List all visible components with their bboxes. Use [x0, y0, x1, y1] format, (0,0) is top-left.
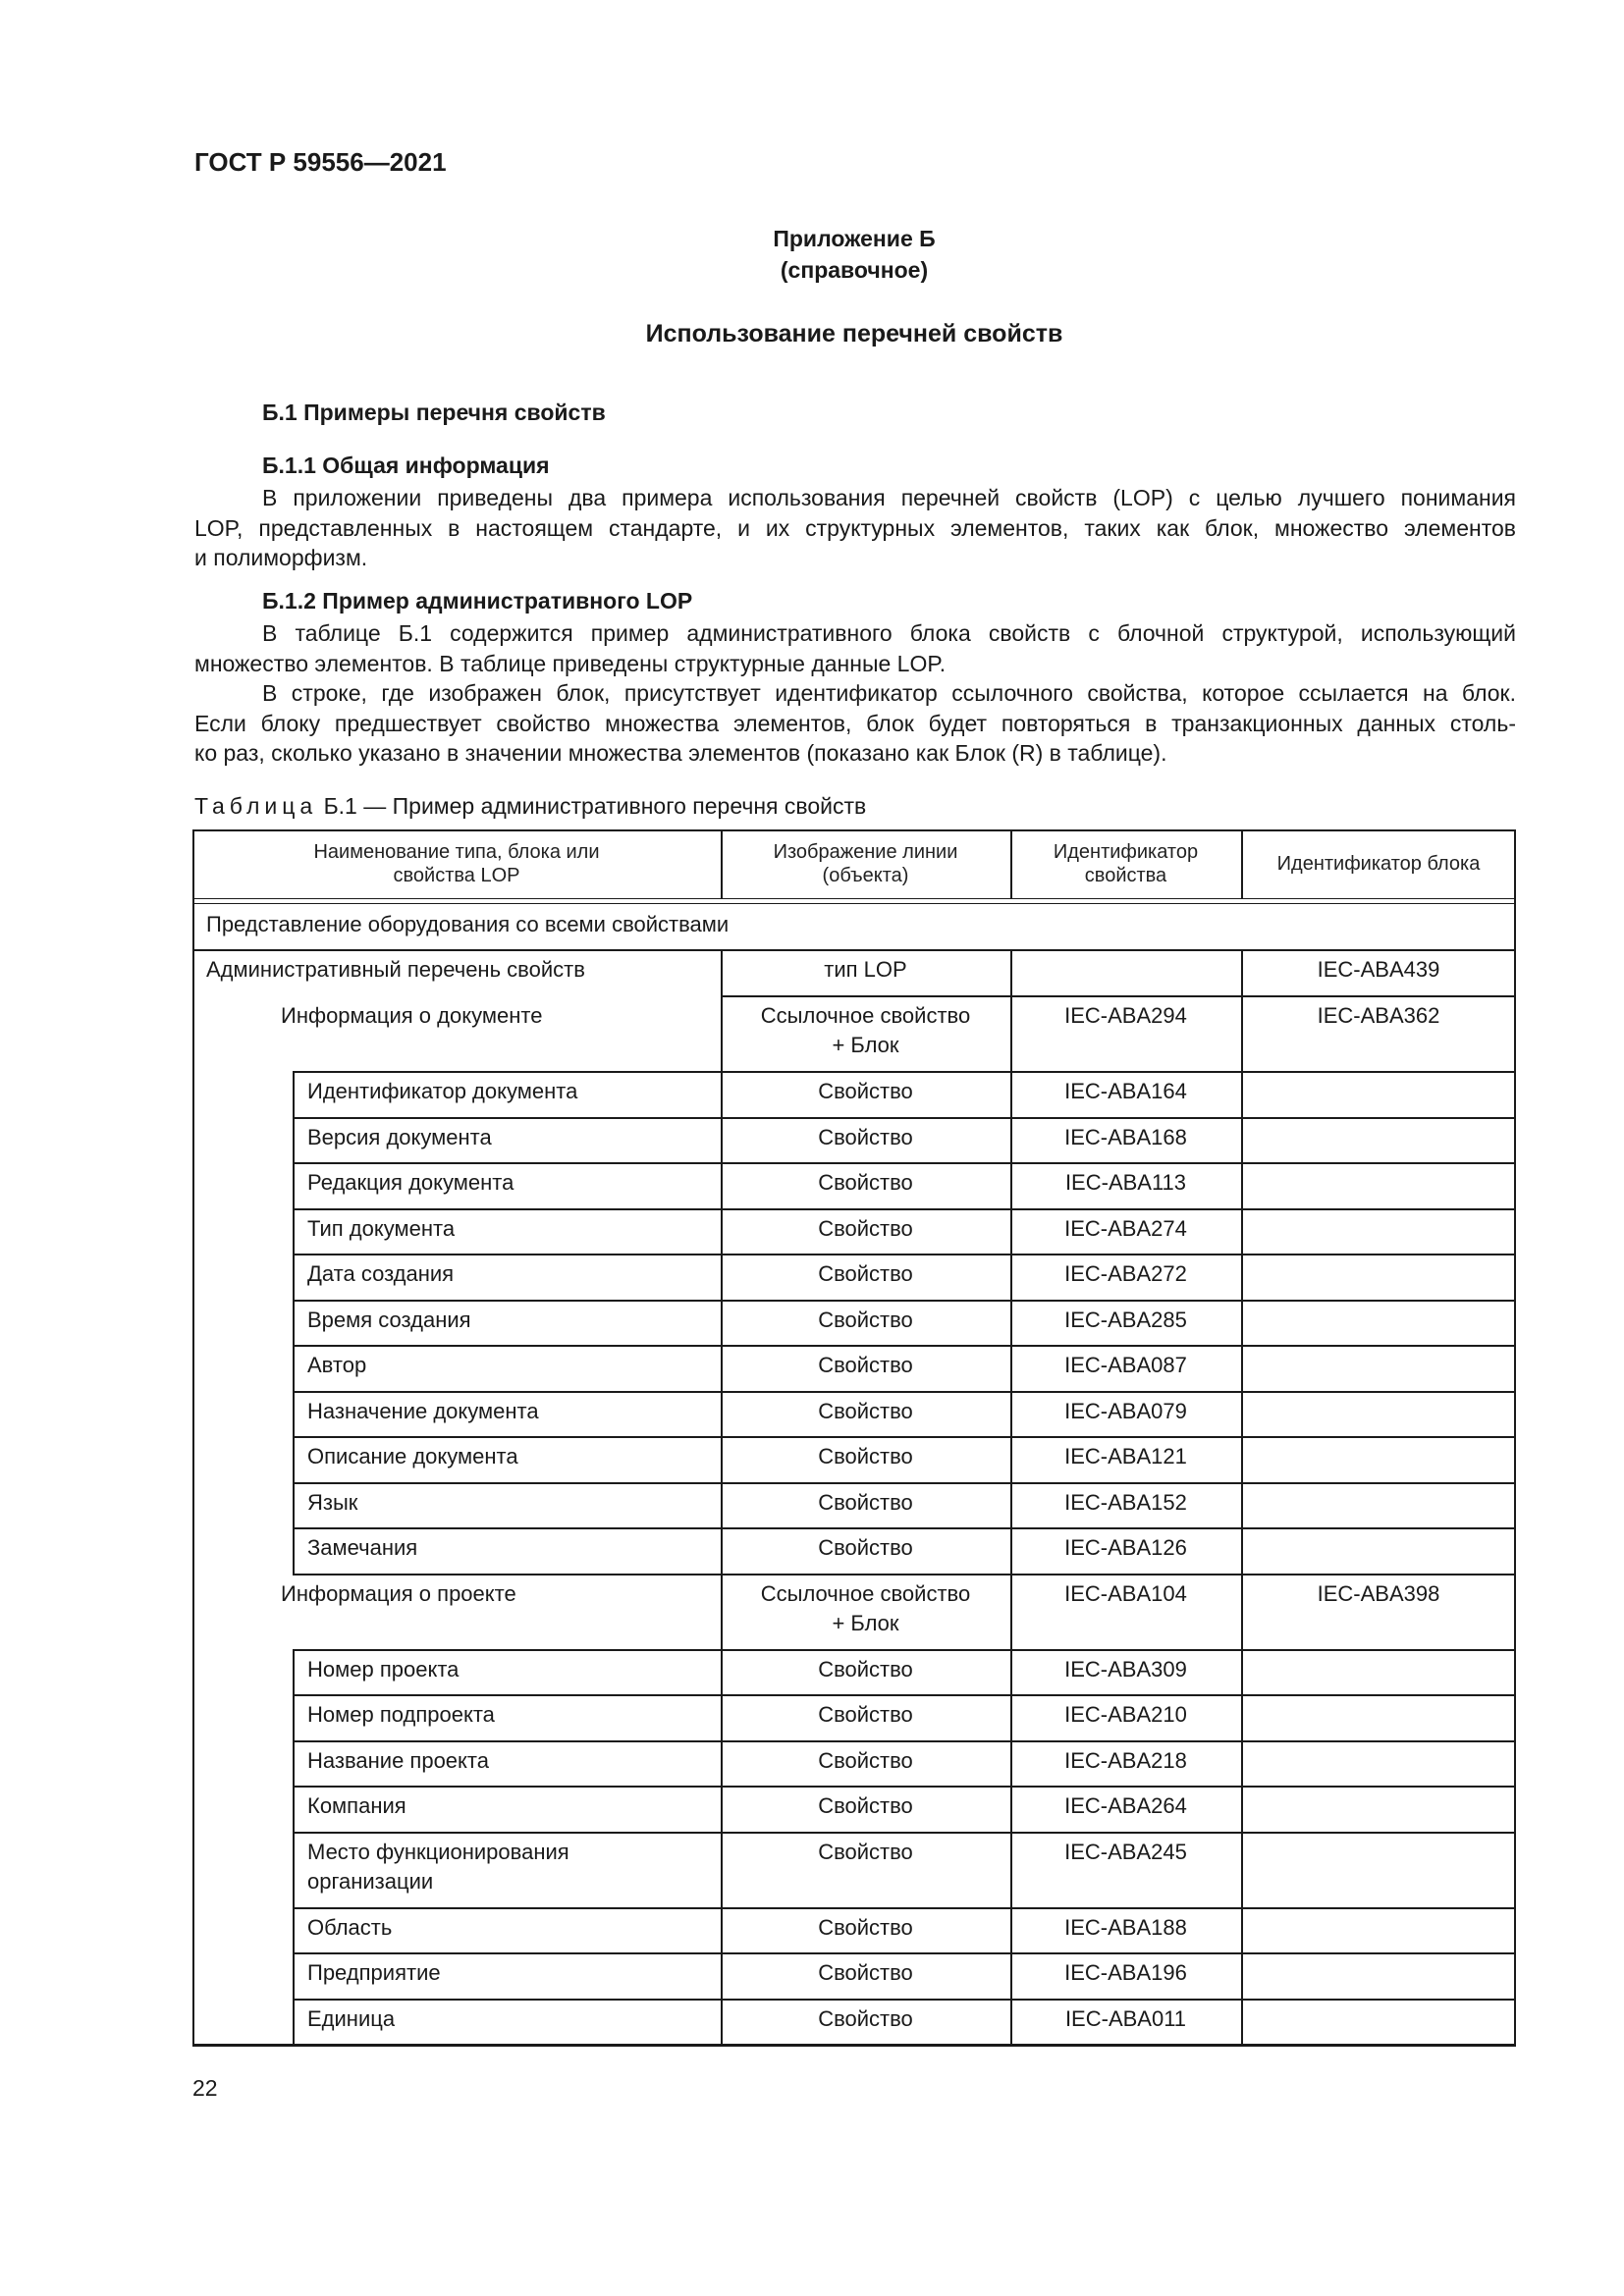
column-divider	[1010, 949, 1012, 995]
row-divider	[293, 1208, 1516, 1210]
column-divider	[1241, 1117, 1243, 1163]
line-type-text: Ссылочное свойство	[760, 1580, 971, 1606]
text-line: ко раз, сколько указано в значении множества элементов (показано как Блок (R) в таблице).	[194, 740, 1167, 766]
property-name	[307, 1838, 569, 1896]
property-name	[307, 1306, 471, 1335]
column-divider	[1241, 1907, 1243, 1953]
column-divider	[1241, 1208, 1243, 1255]
property-name	[281, 1001, 542, 1031]
line-type	[721, 1077, 1010, 1106]
row-divider	[293, 1345, 1516, 1347]
column-divider	[1241, 949, 1243, 995]
property-name	[307, 1259, 454, 1289]
appendix-kind: (справочное)	[780, 257, 929, 283]
property-name	[307, 1655, 459, 1684]
paragraph-b11	[194, 483, 1516, 573]
property-name	[307, 1700, 495, 1730]
line-type	[721, 1397, 1010, 1426]
row-divider	[293, 1907, 1516, 1909]
nest-divider	[293, 1527, 295, 1574]
line-type	[721, 1488, 1010, 1518]
property-name-text: Автор	[307, 1353, 367, 1377]
nest-divider	[293, 1345, 295, 1391]
appendix-label: Приложение Б	[773, 226, 936, 251]
column-divider	[1010, 995, 1012, 1071]
column-divider	[1010, 1391, 1012, 1437]
nest-divider	[293, 1907, 295, 1953]
nest-divider	[293, 1786, 295, 1832]
column-divider	[1010, 1694, 1012, 1740]
property-id: IEC-ABA274	[1064, 1215, 1187, 1241]
text-line: В приложении приведены два примера использования перечней свойств (LOP) с целью лучшего понимания	[262, 485, 1516, 510]
section-heading-b11: Б.1.1 Общая информация	[262, 453, 550, 478]
line-type	[721, 1351, 1010, 1380]
column-divider	[721, 1162, 723, 1208]
column-divider	[1010, 829, 1012, 898]
line-type-text: Свойство	[818, 1079, 913, 1103]
column-divider	[721, 1482, 723, 1528]
nest-divider	[293, 1391, 295, 1437]
line-type-text: + Блок	[832, 1610, 899, 1635]
nest-divider	[293, 1832, 295, 1907]
line-type-text: Свойство	[818, 1215, 913, 1241]
property-name	[307, 2004, 395, 2034]
column-header-line: Изображение линии	[773, 841, 958, 863]
property-id: IEC-ABA294	[1064, 1003, 1187, 1028]
text-line: Если блоку предшествует свойство множества элементов, блок будет повторяться в транзакционных данных столь-	[194, 710, 1516, 736]
line-type-text: Свойство	[818, 1914, 913, 1940]
column-divider	[1241, 1071, 1243, 1117]
column-header-line: свойства	[1084, 865, 1167, 886]
column-header-line: Наименование типа, блока или	[313, 841, 600, 863]
property-name	[206, 955, 585, 985]
text-line: LOP, представленных в настоящем стандарте, и их структурных элементов, таких как блок, множество элементов	[194, 514, 1516, 541]
property-id: IEC-ABA272	[1064, 1261, 1187, 1286]
text-line: и полиморфизм.	[194, 545, 368, 570]
line-type	[721, 1791, 1010, 1821]
column-divider	[721, 1254, 723, 1300]
column-divider	[1010, 1208, 1012, 1255]
column-divider	[1010, 1952, 1012, 1999]
row-divider	[293, 1254, 1516, 1255]
column-divider	[721, 1740, 723, 1787]
column-divider	[721, 1300, 723, 1346]
column-header-line: Идентификатор	[1053, 841, 1199, 863]
line-type	[721, 1958, 1010, 1988]
nest-divider	[293, 1694, 295, 1740]
row-divider	[293, 1832, 1516, 1834]
nest-divider	[293, 1999, 295, 2045]
line-type	[721, 955, 1010, 985]
text-line: В таблице Б.1 содержится пример административного блока свойств с блочной структурой, использующий	[262, 620, 1516, 646]
property-name-text: Единица	[307, 2005, 396, 2031]
property-name-text: Версия документа	[307, 1124, 492, 1149]
property-name	[307, 1746, 489, 1776]
column-divider	[1241, 1162, 1243, 1208]
property-name	[307, 1351, 366, 1380]
column-divider	[721, 1574, 723, 1649]
property-name-text: Информация о проекте	[281, 1580, 516, 1606]
row-divider	[293, 1694, 1516, 1696]
row-divider	[293, 1527, 1516, 1529]
row-divider	[293, 1952, 1516, 1954]
line-type-text: Свойство	[818, 1124, 913, 1149]
property-name	[307, 1488, 357, 1518]
column-divider	[1241, 1482, 1243, 1528]
row-divider	[293, 1574, 1516, 1575]
property-name	[307, 1958, 441, 1988]
column-divider	[721, 1786, 723, 1832]
line-type	[721, 1168, 1010, 1198]
column-divider	[1010, 1907, 1012, 1953]
column-header	[1241, 829, 1516, 898]
column-divider	[1010, 1436, 1012, 1482]
column-divider	[1010, 1117, 1012, 1163]
property-name	[307, 1913, 392, 1943]
property-name-text: Компания	[307, 1793, 406, 1818]
section-heading-b1: Б.1 Примеры перечня свойств	[262, 400, 606, 425]
line-type	[721, 1838, 1010, 1867]
line-type-text: Свойство	[818, 1656, 913, 1682]
column-divider	[1010, 1162, 1012, 1208]
property-name	[307, 1123, 492, 1152]
section-row-label: Представление оборудования со всеми свойствами	[206, 912, 730, 936]
line-type	[721, 2004, 1010, 2034]
header-divider	[192, 898, 1516, 899]
block-id: IEC-ABA362	[1317, 1003, 1440, 1028]
property-name-text: Язык	[307, 1489, 358, 1515]
nest-divider	[293, 1952, 295, 1999]
row-divider	[192, 2044, 1516, 2046]
property-id: IEC-ABA079	[1064, 1398, 1187, 1423]
line-type	[721, 1579, 1010, 1638]
column-header	[721, 829, 1010, 898]
column-divider	[1241, 1999, 1243, 2045]
line-type	[721, 1001, 1010, 1060]
nest-divider	[293, 1482, 295, 1528]
property-name-text: Номер подпроекта	[307, 1702, 495, 1727]
column-divider	[721, 995, 723, 1071]
property-id: IEC-ABA104	[1064, 1580, 1187, 1606]
column-divider	[1010, 1071, 1012, 1117]
property-name-text: Номер проекта	[307, 1656, 460, 1682]
line-type-text: Свойство	[818, 1353, 913, 1377]
line-type-text: + Блок	[832, 1033, 899, 1057]
column-divider	[721, 1999, 723, 2045]
line-type-text: Свойство	[818, 1960, 913, 1985]
property-id: IEC-ABA210	[1064, 1702, 1187, 1727]
property-id: IEC-ABA087	[1064, 1353, 1187, 1377]
property-name-text: Информация о документе	[281, 1003, 543, 1028]
property-id: IEC-ABA121	[1064, 1444, 1187, 1468]
line-type-text: Свойство	[818, 1307, 913, 1332]
line-type-text: Свойство	[818, 1170, 913, 1195]
column-divider	[721, 1436, 723, 1482]
column-header-line: Идентификатор блока	[1276, 853, 1481, 875]
column-divider	[1241, 1300, 1243, 1346]
block-id: IEC-ABA398	[1317, 1580, 1440, 1606]
nest-divider	[293, 1162, 295, 1208]
line-type-text: Свойство	[818, 2005, 913, 2031]
column-divider	[1241, 1574, 1243, 1649]
column-divider	[1241, 1391, 1243, 1437]
column-divider	[1241, 1345, 1243, 1391]
row-divider	[293, 1482, 1516, 1484]
column-divider	[1010, 1740, 1012, 1787]
property-name-text: Назначение документа	[307, 1398, 539, 1423]
property-id: IEC-ABA285	[1064, 1307, 1187, 1332]
row-divider	[293, 1649, 1516, 1651]
column-divider	[721, 1832, 723, 1907]
line-type	[721, 1655, 1010, 1684]
column-divider	[1010, 1482, 1012, 1528]
nest-divider	[293, 1071, 295, 1117]
section-heading-b12: Б.1.2 Пример административного LOP	[262, 588, 693, 614]
nest-divider	[293, 1117, 295, 1163]
property-name-text: Дата создания	[307, 1261, 455, 1286]
property-id: IEC-ABA218	[1064, 1747, 1187, 1773]
line-type-text: Свойство	[818, 1793, 913, 1818]
nest-divider	[293, 1740, 295, 1787]
standard-id: ГОСТ Р 59556—2021	[194, 147, 447, 177]
row-divider	[293, 1117, 1516, 1119]
property-id: IEC-ABA264	[1064, 1793, 1187, 1818]
block-id: IEC-ABA439	[1317, 957, 1440, 982]
column-divider	[1010, 1649, 1012, 1695]
property-name	[307, 1077, 577, 1106]
property-name-text: Тип документа	[307, 1215, 456, 1241]
page-number: 22	[192, 2075, 218, 2101]
row-divider	[293, 1999, 1516, 2001]
nest-divider	[293, 1436, 295, 1482]
column-divider	[1241, 1832, 1243, 1907]
property-name	[307, 1442, 518, 1471]
nest-divider	[293, 1300, 295, 1346]
column-divider	[721, 1117, 723, 1163]
column-divider	[1010, 1999, 1012, 2045]
property-name	[307, 1168, 514, 1198]
row-divider	[293, 1300, 1516, 1302]
line-type	[721, 1700, 1010, 1730]
property-id: IEC-ABA245	[1064, 1839, 1187, 1864]
row-divider	[192, 949, 1516, 951]
line-type	[721, 1533, 1010, 1563]
line-type-text: Ссылочное свойство	[760, 1003, 971, 1028]
column-divider	[1241, 1740, 1243, 1787]
column-divider	[721, 949, 723, 995]
property-name-text: Замечания	[307, 1535, 418, 1560]
column-divider	[1241, 1527, 1243, 1574]
property-name-text: организации	[307, 1868, 434, 1894]
column-header-line: (объекта)	[822, 865, 909, 886]
property-name-text: Предприятие	[307, 1960, 441, 1985]
column-divider	[1241, 1786, 1243, 1832]
property-id: IEC-ABA168	[1064, 1124, 1187, 1149]
property-name-text: Редакция документа	[307, 1170, 514, 1195]
column-divider	[1010, 1300, 1012, 1346]
column-divider	[721, 1208, 723, 1255]
column-header	[1010, 829, 1241, 898]
line-type	[721, 1123, 1010, 1152]
property-name-text: Название проекта	[307, 1747, 489, 1773]
property-name-text: Область	[307, 1914, 393, 1940]
property-id: IEC-ABA152	[1064, 1489, 1187, 1515]
property-name-text: Идентификатор документа	[307, 1079, 578, 1103]
line-type-text: Свойство	[818, 1702, 913, 1727]
column-divider	[1241, 829, 1243, 898]
appendix-title: Использование перечней свойств	[645, 320, 1063, 347]
header-divider	[192, 903, 1516, 904]
properties-table	[192, 829, 1516, 2047]
line-type	[721, 1442, 1010, 1471]
row-divider	[293, 1162, 1516, 1164]
column-divider	[721, 1345, 723, 1391]
property-name-text: Место функционирования	[307, 1839, 569, 1864]
nest-divider	[293, 1208, 295, 1255]
property-id: IEC-ABA196	[1064, 1960, 1187, 1985]
property-name	[307, 1214, 455, 1244]
property-name	[307, 1397, 539, 1426]
column-divider	[721, 1527, 723, 1574]
property-name-text: Описание документа	[307, 1444, 518, 1468]
property-id: IEC-ABA113	[1064, 1170, 1187, 1195]
column-divider	[721, 1071, 723, 1117]
line-type	[721, 1306, 1010, 1335]
column-divider	[1241, 1952, 1243, 1999]
property-id: IEC-ABA309	[1064, 1656, 1187, 1682]
column-divider	[1241, 1649, 1243, 1695]
line-type	[721, 1746, 1010, 1776]
column-divider	[1010, 1832, 1012, 1907]
column-divider	[1010, 1254, 1012, 1300]
column-divider	[721, 1694, 723, 1740]
line-type-text: Свойство	[818, 1398, 913, 1423]
property-id: IEC-ABA188	[1064, 1914, 1187, 1940]
nest-divider	[293, 1649, 295, 1695]
text-line: множество элементов. В таблице приведены структурные данные LOP.	[194, 650, 947, 676]
property-name-text: Административный перечень свойств	[206, 957, 585, 982]
row-divider	[293, 1786, 1516, 1788]
column-divider	[721, 1391, 723, 1437]
line-type-text: Свойство	[818, 1489, 913, 1515]
property-name	[307, 1533, 417, 1563]
column-divider	[1241, 1254, 1243, 1300]
line-type-text: Свойство	[818, 1535, 913, 1560]
column-divider	[721, 1907, 723, 1953]
line-type-text: Свойство	[818, 1747, 913, 1773]
line-type	[721, 1259, 1010, 1289]
column-divider	[1241, 995, 1243, 1071]
row-divider	[293, 1391, 1516, 1393]
line-type-text: Свойство	[818, 1444, 913, 1468]
text-line: В строке, где изображен блок, присутствует идентификатор ссылочного свойства, которое ссылается на блок.	[262, 680, 1516, 706]
table-caption-text: Б.1 — Пример административного перечня свойств	[323, 793, 867, 819]
paragraph-b12-1	[194, 618, 1516, 769]
property-id: IEC-ABA126	[1064, 1535, 1187, 1560]
column-divider	[1010, 1527, 1012, 1574]
column-header-line: свойства LOP	[393, 865, 520, 886]
column-divider	[721, 829, 723, 898]
property-id: IEC-ABA011	[1064, 2005, 1187, 2031]
column-divider	[721, 1649, 723, 1695]
line-type-text: тип LOP	[824, 957, 907, 982]
column-header	[192, 829, 721, 898]
property-name	[307, 1791, 406, 1821]
column-divider	[721, 1952, 723, 1999]
property-id: IEC-ABA164	[1064, 1079, 1187, 1103]
line-type	[721, 1214, 1010, 1244]
property-name	[281, 1579, 516, 1609]
row-divider	[293, 1071, 1516, 1073]
row-divider	[293, 1436, 1516, 1438]
property-name-text: Время создания	[307, 1307, 471, 1332]
line-type-text: Свойство	[818, 1839, 913, 1864]
column-divider	[1010, 1786, 1012, 1832]
table-caption	[194, 793, 866, 820]
table-caption-label: Таблица	[194, 793, 318, 819]
column-divider	[1010, 1345, 1012, 1391]
row-divider	[721, 995, 1516, 997]
column-divider	[1010, 1574, 1012, 1649]
nest-divider	[293, 1254, 295, 1300]
line-type-text: Свойство	[818, 1261, 913, 1286]
line-type	[721, 1913, 1010, 1943]
column-divider	[1241, 1694, 1243, 1740]
row-divider	[293, 1740, 1516, 1742]
column-divider	[1241, 1436, 1243, 1482]
